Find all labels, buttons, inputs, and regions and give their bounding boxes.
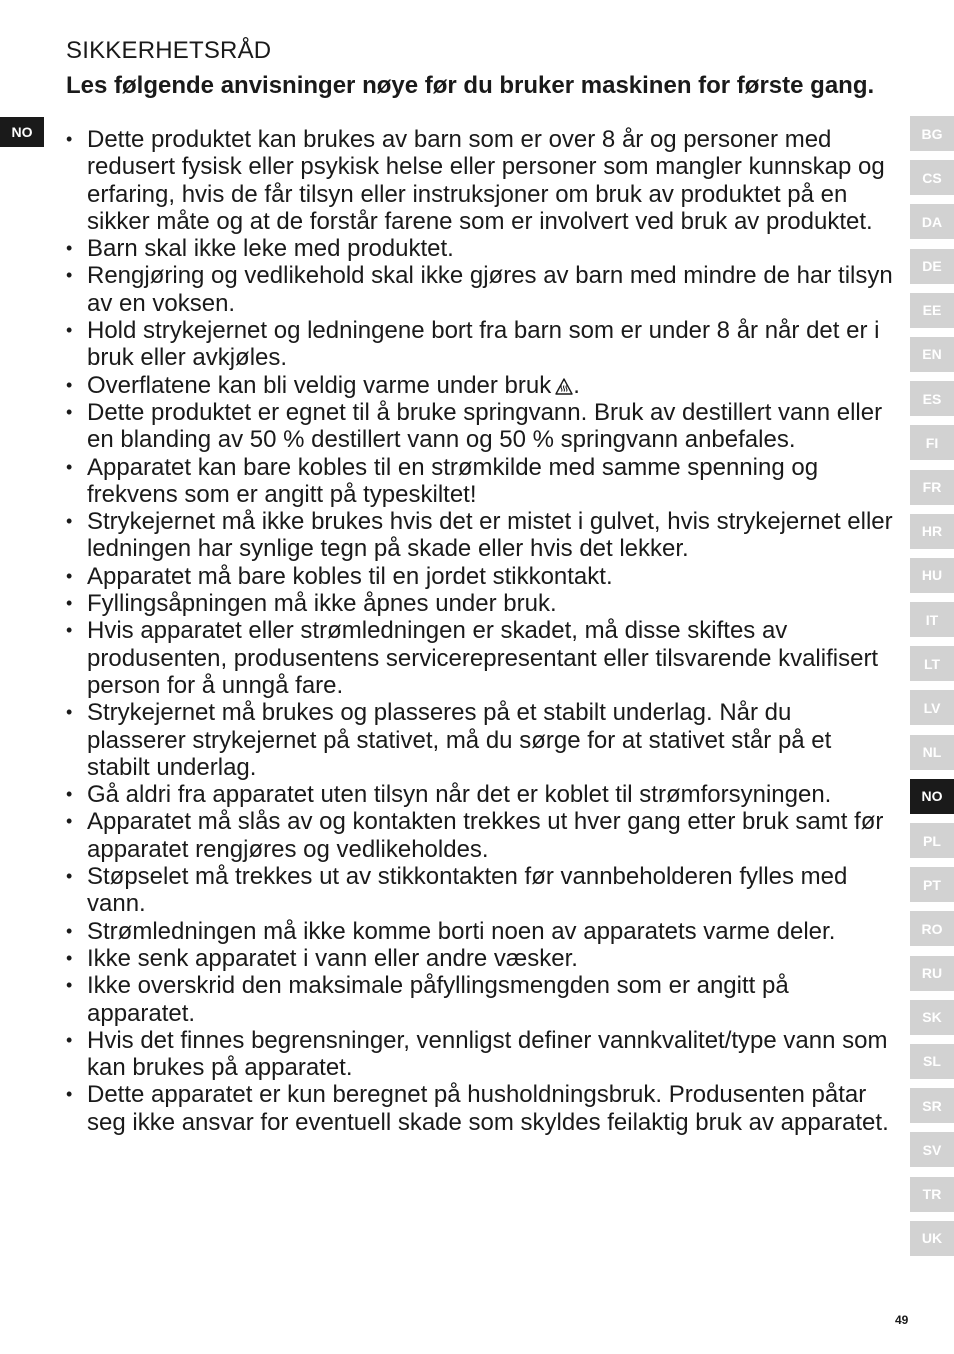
bullet: •: [66, 1084, 73, 1105]
hot-surface-warning-icon: [555, 378, 573, 395]
lang-tab-lv[interactable]: LV: [910, 690, 954, 725]
list-item: [66, 617, 896, 699]
bullet: •: [66, 811, 73, 832]
list-item: [66, 563, 896, 590]
rule-period: .: [573, 371, 580, 399]
list-item: [66, 372, 896, 399]
rule-text: Støpselet må trekkes ut av stikkontakten før vannbeholderen fylles med vann.: [87, 863, 848, 918]
rule-text: Hvis det finnes begrensninger, vennligst definer vannkvalitet/type vann som kan brukes på apparatet.: [87, 1026, 888, 1082]
list-item: [66, 235, 896, 262]
lang-tab-ru[interactable]: RU: [910, 956, 954, 991]
bullet: •: [66, 920, 73, 941]
list-item: [66, 808, 896, 863]
list-item: [66, 863, 896, 918]
lang-tab-sv[interactable]: SV: [910, 1132, 954, 1167]
rule-text: Dette produktet er egnet til å bruke springvann. Bruk av destillert vann eller en blanding av 50 % destillert vann og 50 % springvann anbefales.: [87, 398, 883, 454]
lang-tab-pl[interactable]: PL: [910, 823, 954, 858]
rule-text: Ikke senk apparatet i vann eller andre væsker.: [87, 944, 578, 972]
bullet: •: [66, 947, 73, 968]
bullet: •: [66, 1029, 73, 1050]
lang-tab-es[interactable]: ES: [910, 381, 954, 416]
intro-instruction: Les følgende anvisninger nøye før du bruker maskinen for første gang.: [66, 72, 875, 99]
list-item: [66, 945, 896, 972]
section-title: SIKKERHETSRÅD: [66, 37, 272, 64]
bullet: •: [66, 702, 73, 723]
bullet: •: [66, 401, 73, 422]
bullet: •: [66, 456, 73, 477]
bullet: •: [66, 238, 73, 259]
lang-tab-ee[interactable]: EE: [910, 293, 954, 328]
rule-text: Hvis apparatet eller strømledningen er skadet, må disse skiftes av produsenten, produsentens servicerepresentant eller tilsvarende kvalifisert person for å unngå fare.: [87, 617, 879, 699]
lang-tab-tr[interactable]: TR: [910, 1177, 954, 1212]
rule-text: Rengjøring og vedlikehold skal ikke gjøres av barn med mindre de har tilsyn av en voksen.: [87, 262, 893, 317]
lang-tab-fi[interactable]: FI: [910, 425, 954, 460]
lang-tab-nl[interactable]: NL: [910, 735, 954, 770]
list-item: [66, 317, 896, 372]
rule-text: Gå aldri fra apparatet uten tilsyn når det er koblet til strømforsyningen.: [87, 781, 832, 809]
lang-tab-cs[interactable]: CS: [910, 160, 954, 195]
rule-text: Fyllingsåpningen må ikke åpnes under bruk.: [87, 590, 557, 618]
lang-tab-no[interactable]: NO: [910, 779, 954, 814]
rule-text: Hold strykejernet og ledningene bort fra barn som er under 8 år når det er i bruk eller avkjøles.: [87, 317, 880, 372]
rule-text: Apparatet må slås av og kontakten trekkes ut hver gang etter bruk samt før apparatet rengjøres og vedlikeholdes.: [87, 808, 884, 863]
rule-text: Apparatet kan bare kobles til en strømkilde med samme spenning og frekvens som er angitt på typeskiltet!: [87, 453, 819, 508]
rule-text: Strømledningen må ikke komme borti noen av apparatets varme deler.: [87, 917, 836, 945]
lang-tab-hu[interactable]: HU: [910, 558, 954, 593]
bullet: •: [66, 975, 73, 996]
rule-text: Barn skal ikke leke med produktet.: [87, 235, 454, 263]
rule-text: Overflatene kan bli veldig varme under bruk: [87, 371, 552, 399]
rule-text: Ikke overskrid den maksimale påfyllingsmengden som er angitt på apparatet.: [87, 972, 789, 1027]
bullet: •: [66, 320, 73, 341]
lang-tab-sr[interactable]: SR: [910, 1088, 954, 1123]
list-item: [66, 262, 896, 317]
lang-tab-it[interactable]: IT: [910, 602, 954, 637]
lang-tab-en[interactable]: EN: [910, 337, 954, 372]
lang-tab-pt[interactable]: PT: [910, 867, 954, 902]
lang-tab-ro[interactable]: RO: [910, 911, 954, 946]
rule-text: Strykejernet må ikke brukes hvis det er mistet i gulvet, hvis strykejernet eller ledningen har synlige tegn på skade eller hvis det lekker.: [87, 508, 893, 563]
bullet: •: [66, 374, 73, 395]
bullet: •: [66, 593, 73, 614]
list-item: [66, 126, 896, 235]
lang-tab-fr[interactable]: FR: [910, 470, 954, 505]
safety-rules-list: [66, 126, 896, 1136]
lang-tab-sl[interactable]: SL: [910, 1044, 954, 1079]
bullet: •: [66, 620, 73, 641]
bullet: •: [66, 129, 73, 149]
lang-tab-da[interactable]: DA: [910, 204, 954, 239]
list-item: [66, 972, 896, 1027]
lang-tab-de[interactable]: DE: [910, 249, 954, 284]
current-language-badge: NO: [0, 117, 44, 147]
list-item: [66, 399, 896, 454]
bullet: •: [66, 511, 73, 532]
rule-text: Strykejernet må brukes og plasseres på et stabilt underlag. Når du plasserer strykejernet på stativet, må du sørge for at stativet står på et stabilt underlag.: [87, 699, 832, 781]
lang-tab-lt[interactable]: LT: [910, 646, 954, 681]
bullet: •: [66, 784, 73, 805]
list-item: [66, 454, 896, 509]
bullet: •: [66, 265, 73, 286]
list-item: [66, 1081, 896, 1136]
lang-tab-uk[interactable]: UK: [910, 1221, 954, 1256]
list-item: [66, 1027, 896, 1082]
bullet: •: [66, 565, 73, 586]
page-number: 49: [895, 1313, 909, 1327]
rule-text: Apparatet må bare kobles til en jordet stikkontakt.: [87, 562, 613, 590]
language-tabs: [910, 116, 954, 1265]
list-item: [66, 699, 896, 781]
list-item: [66, 590, 896, 617]
list-item: [66, 781, 896, 808]
rule-text: Dette produktet kan brukes av barn som er over 8 år og personer med redusert fysisk eller psykisk helse eller personer som mangler kunnskap og erfaring, hvis de får tilsyn eller instruksjoner om bruk av produktet på en sikker måte og at de forstår farene som er involvert ved bruk av produktet.: [87, 126, 885, 235]
list-item: [66, 508, 896, 563]
lang-tab-bg[interactable]: BG: [910, 116, 954, 151]
lang-tab-hr[interactable]: HR: [910, 514, 954, 549]
list-item: [66, 918, 896, 945]
rule-text: Dette apparatet er kun beregnet på husholdningsbruk. Produsenten påtar seg ikke ansvar for eventuell skade som skyldes feilaktig bruk av apparatet.: [87, 1081, 889, 1136]
bullet: •: [66, 866, 73, 887]
lang-tab-sk[interactable]: SK: [910, 1000, 954, 1035]
